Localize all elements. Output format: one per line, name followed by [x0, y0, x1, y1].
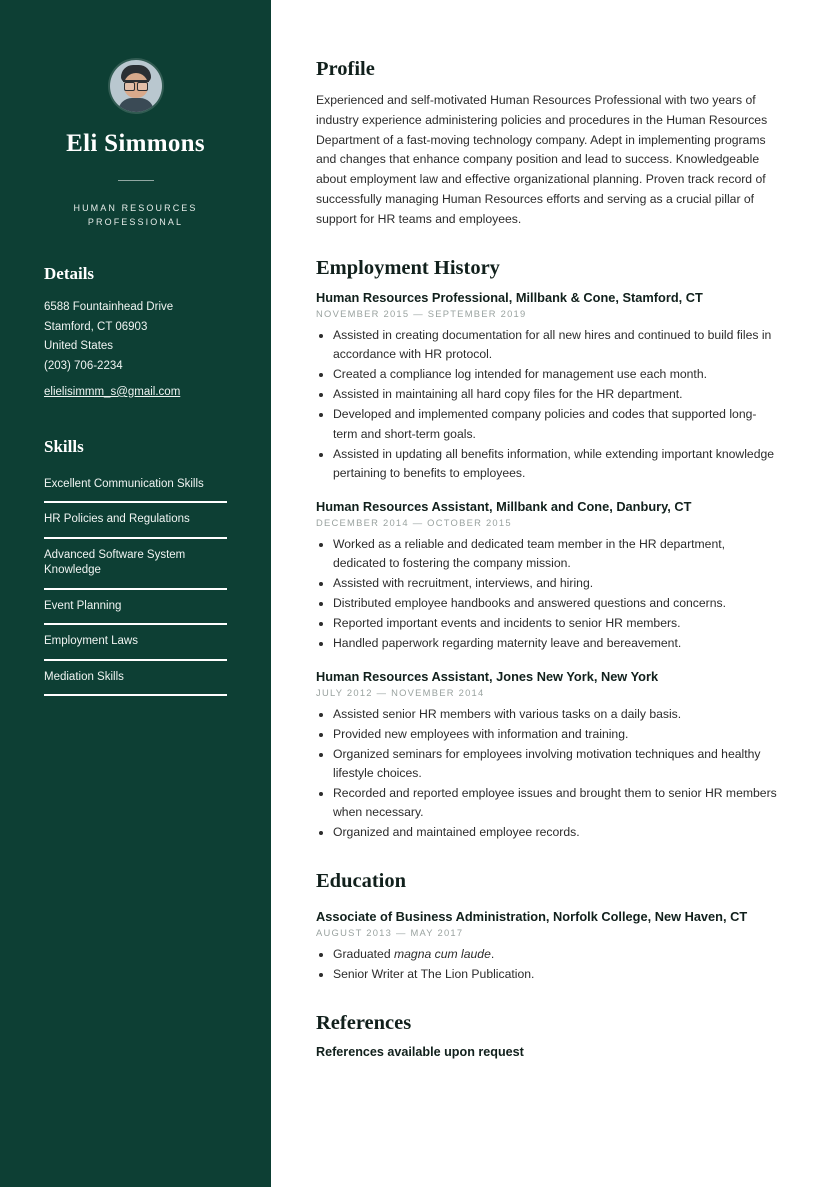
main-content — [271, 0, 840, 1187]
employment-history-heading: Employment History — [316, 257, 500, 280]
employment-entry — [316, 499, 780, 653]
employment-date: NOVEMBER 2015 — SEPTEMBER 2019 — [316, 308, 527, 320]
profile-text: Experienced and self-motivated Human Resources Professional with two years of industry experience administering policies and procedures in the Human Resources Department of a fast-moving technology company. Adept in implementing programs and changes that enhance company position and lead to success. Knowledgeable about employment law and effective organizational planning. Proven track record of successfully managing Human Resources efforts and serving as a crucial pillar of support for HR teams and employees. — [316, 93, 768, 226]
detail-address-line-2: Stamford, CT 06903 — [44, 320, 148, 333]
avatar — [110, 60, 162, 112]
bullet-item: • Assisted in maintaining all hard copy files for the HR department. — [333, 385, 780, 404]
candidate-job-title — [44, 201, 227, 230]
candidate-name: Eli Simmons — [66, 130, 205, 157]
education-date: AUGUST 2013 — MAY 2017 — [316, 927, 464, 939]
skill-item: Excellent Communication Skills — [44, 471, 227, 504]
skill-item: Advanced Software System Knowledge — [44, 542, 227, 590]
job-title-line-1: HUMAN RESOURCES — [73, 203, 198, 213]
bullet-item: • Assisted in updating all benefits information, while extending important knowledge pertaining to benefits to employees. — [333, 445, 780, 483]
bullet-item: • Handled paperwork regarding maternity leave and bereavement. — [333, 634, 780, 653]
sidebar — [0, 0, 271, 1187]
bullet-item: • Assisted in creating documentation for all new hires and continued to build files in accordance with HR protocol. — [333, 326, 780, 364]
employment-bullets — [316, 705, 780, 842]
avatar-body-icon — [118, 98, 154, 112]
bullet-item: • Senior Writer at The Lion Publication. — [333, 965, 780, 984]
job-title-line-2: PROFESSIONAL — [87, 217, 184, 228]
skill-item: Event Planning — [44, 593, 227, 626]
bullet-item: • Assisted with recruitment, interviews, and hiring. — [333, 574, 780, 593]
bullet-item: • Recorded and reported employee issues and brought them to senior HR members when necessary. — [333, 784, 780, 822]
bullet-item: • Reported important events and incidents to senior HR members. — [333, 614, 780, 633]
divider — [118, 180, 154, 181]
bullet-item: • Worked as a reliable and dedicated team member in the HR department, dedicated to fostering the company mission. — [333, 535, 780, 573]
education-bullets — [316, 945, 780, 984]
skills-heading: Skills — [44, 436, 84, 456]
avatar-glasses-icon — [123, 80, 149, 87]
employment-date: DECEMBER 2014 — OCTOBER 2015 — [316, 516, 512, 528]
references-text: References available upon request — [316, 1045, 524, 1060]
bullet-item: • Organized seminars for employees involving motivation techniques and healthy lifestyle choices. — [333, 745, 780, 783]
employment-date: JULY 2012 — NOVEMBER 2014 — [316, 686, 485, 698]
details-heading: Details — [44, 263, 95, 283]
employment-title: Human Resources Assistant, Jones New York, New York — [316, 668, 659, 684]
references-heading: References — [316, 1012, 412, 1035]
detail-email-link[interactable]: elielisimmm_s@gmail.com — [44, 385, 181, 398]
profile-heading: Profile — [316, 58, 375, 80]
bullet-item: • Distributed employee handbooks and answered questions and concerns. — [333, 594, 780, 613]
employment-title: Human Resources Assistant, Millbank and Cone, Danbury, CT — [316, 498, 692, 514]
employment-bullets — [316, 326, 780, 482]
employment-bullets — [316, 535, 780, 653]
bullet-item: • Provided new employees with information and training. — [333, 725, 780, 744]
employment-entry — [316, 669, 780, 842]
bullet-item: • Graduated magna cum laude. — [333, 945, 780, 964]
education-heading: Education — [316, 870, 406, 893]
employment-title: Human Resources Professional, Millbank & Cone, Stamford, CT — [316, 290, 703, 306]
skill-item: Employment Laws — [44, 628, 227, 661]
employment-entry — [316, 290, 780, 482]
education-title: Associate of Business Administration, Norfolk College, New Haven, CT — [316, 909, 748, 925]
bullet-item: • Created a compliance log intended for management use each month. — [333, 365, 780, 384]
bullet-item: • Developed and implemented company policies and codes that supported long-term and short-term goals. — [333, 405, 780, 443]
education-entry — [316, 909, 780, 984]
avatar-container — [44, 60, 227, 112]
skills-section — [44, 437, 227, 697]
detail-phone: (203) 706-2234 — [44, 360, 123, 373]
skill-item: Mediation Skills — [44, 664, 227, 697]
bullet-item: • Assisted senior HR members with various tasks on a daily basis. — [333, 705, 780, 724]
bullet-item: • Organized and maintained employee records. — [333, 823, 780, 842]
detail-address-line-1: 6588 Fountainhead Drive — [44, 300, 174, 313]
details-list — [44, 298, 227, 403]
skill-item: HR Policies and Regulations — [44, 506, 227, 539]
detail-country: United States — [44, 340, 114, 353]
